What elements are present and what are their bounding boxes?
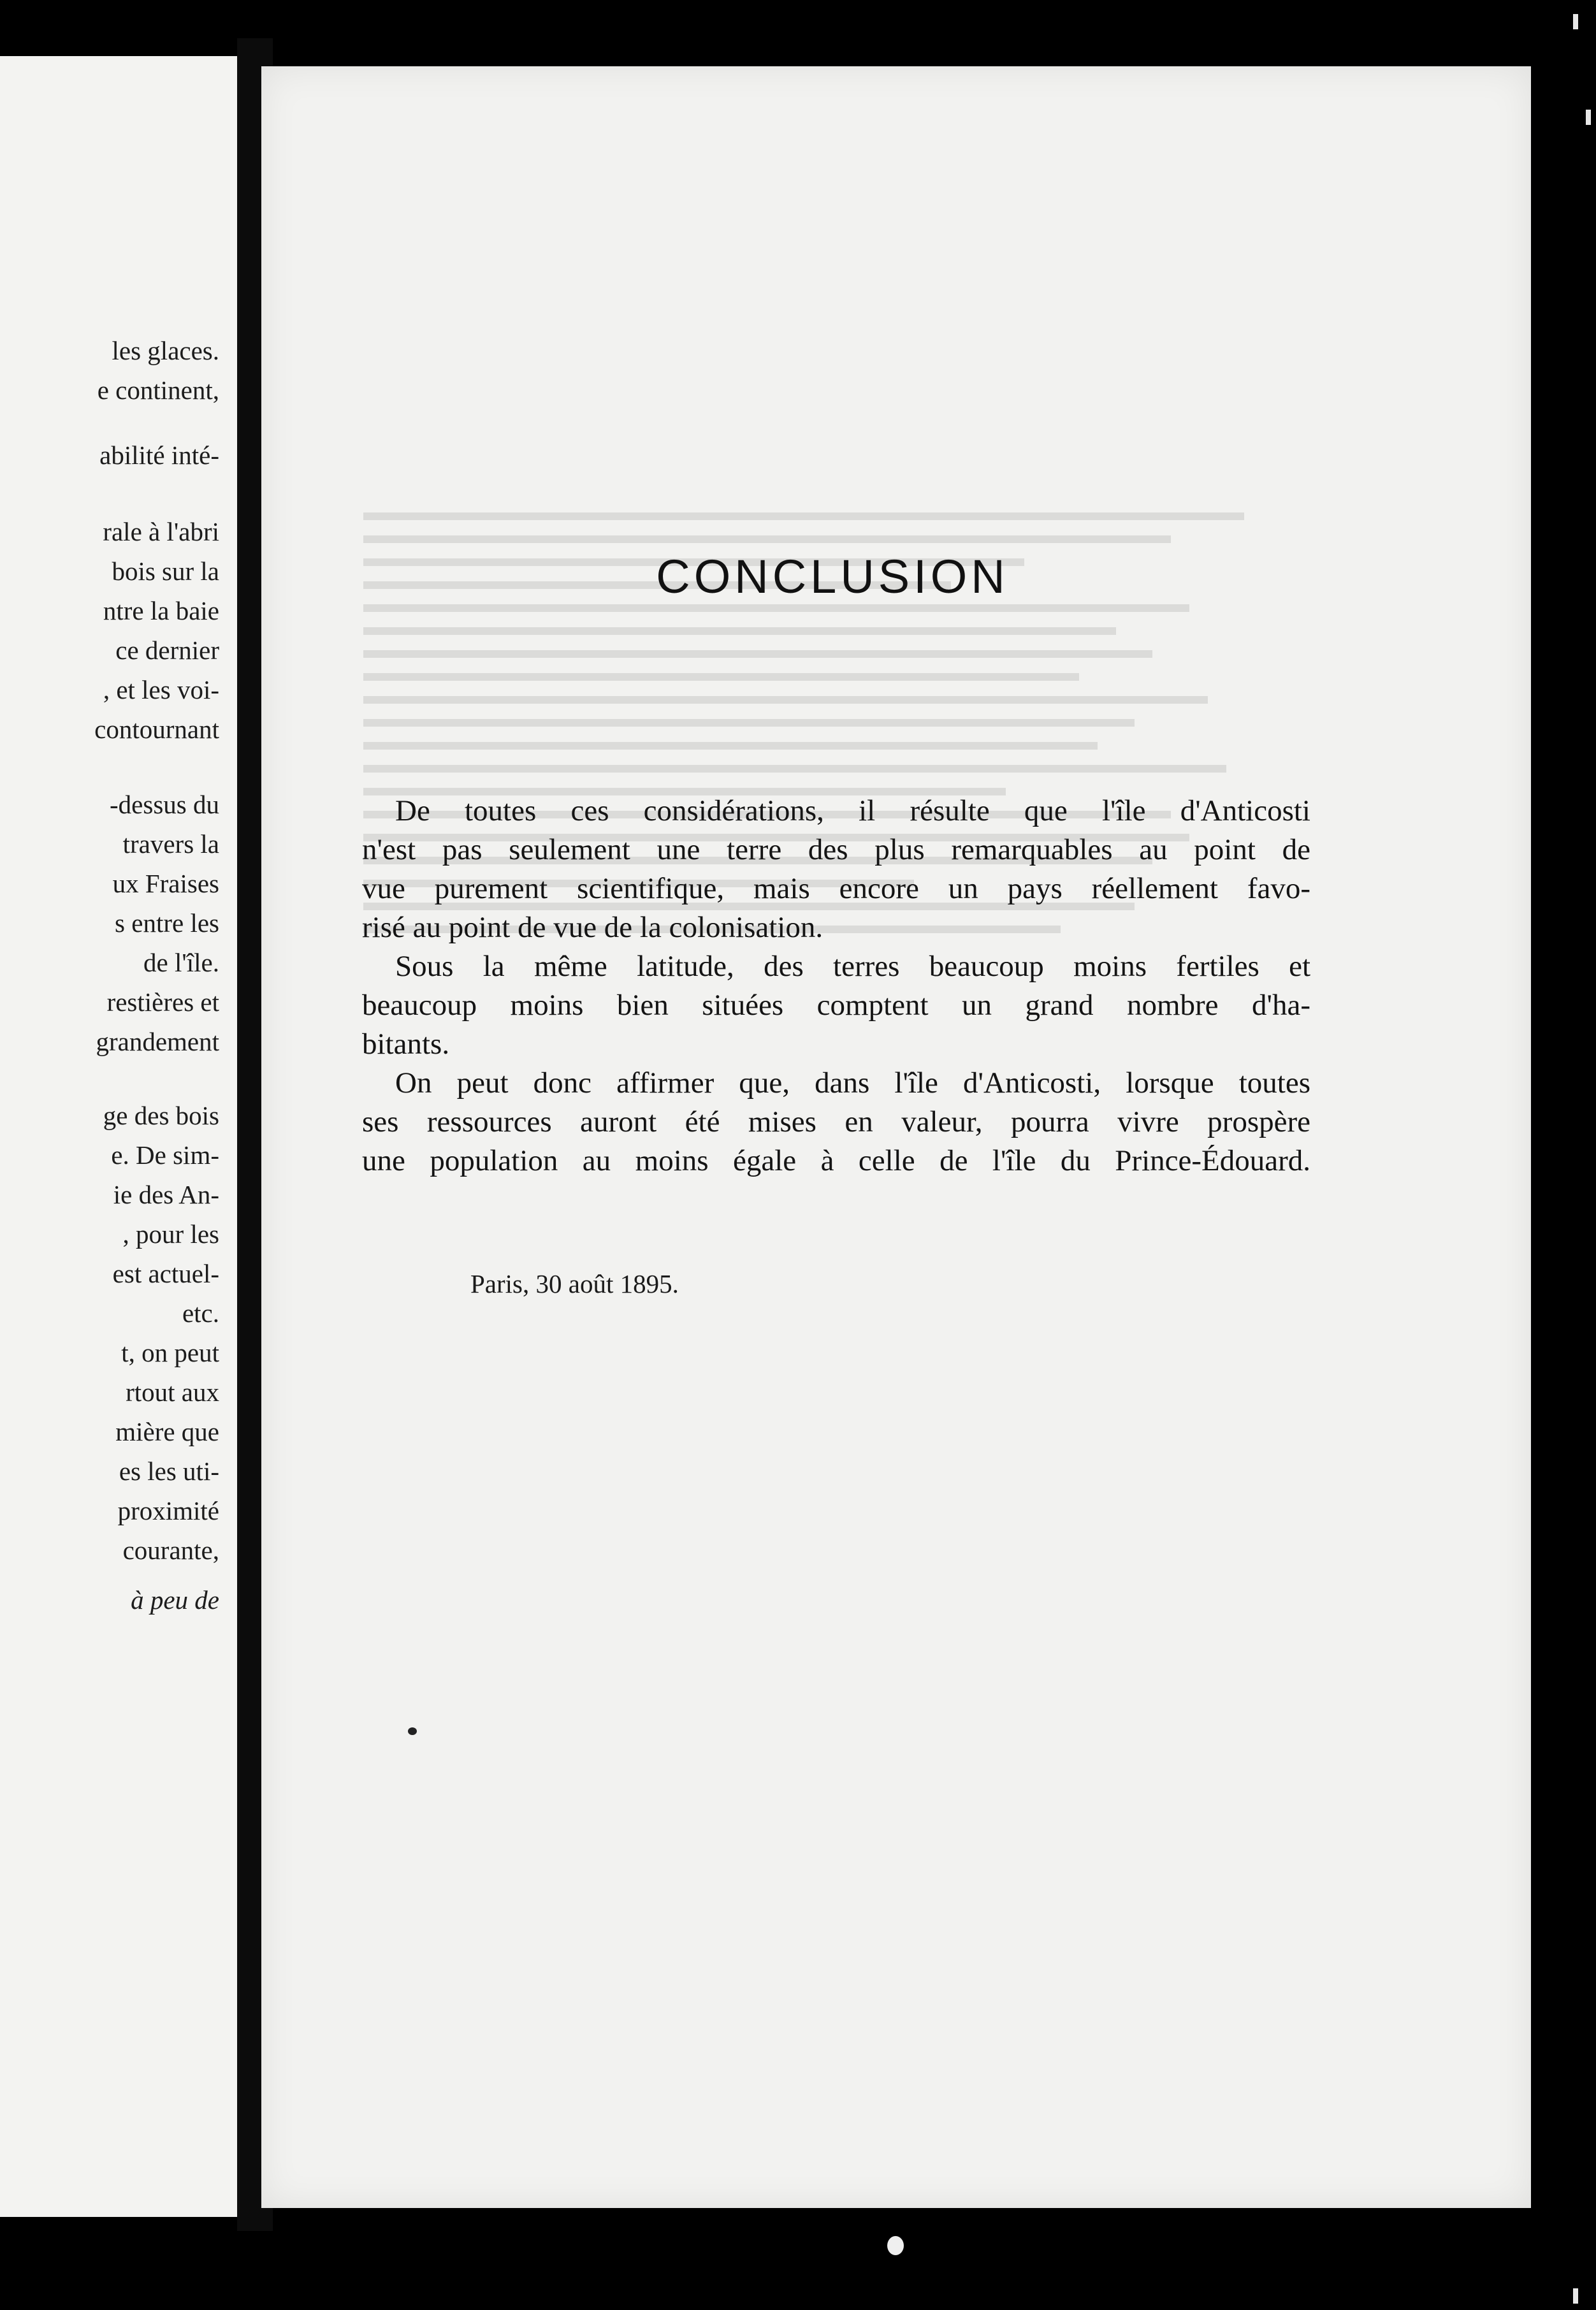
left-line: s entre les (115, 908, 219, 938)
left-line: abilité inté- (99, 440, 219, 470)
left-line: est actuel- (112, 1259, 219, 1288)
paragraph-1-line: n'est pas seulement une terre des plus remarquables au point de (362, 833, 1310, 866)
ink-speck (408, 1727, 417, 1735)
left-line: , et les voi- (103, 675, 219, 704)
left-line: ge des bois (103, 1101, 219, 1130)
paragraph-2-line: beaucoup moins bien situées comptent un grand nombre d'ha- (362, 989, 1310, 1022)
left-line: proximité (117, 1496, 219, 1525)
left-line: e continent, (97, 375, 219, 405)
scan-mark (1573, 14, 1578, 29)
paragraph-1-line: De toutes ces considérations, il résulte que l'île d'Anticosti (395, 794, 1310, 827)
paragraph-2-line: bitants. (362, 1028, 450, 1061)
left-line: de l'île. (143, 948, 219, 977)
left-line: courante, (122, 1536, 219, 1565)
left-line: ux Fraises (112, 869, 219, 898)
paragraph-2-line: Sous la même latitude, des terres beaucoup moins fertiles et (395, 950, 1310, 983)
scan-mark (887, 2236, 904, 2255)
left-line: contournant (94, 715, 219, 744)
paragraph-3-line: une population au moins égale à celle de l'île du Prince-Édouard. (362, 1144, 1310, 1177)
left-page (0, 56, 239, 2217)
conclusion-body (362, 792, 1310, 1180)
left-line: es les uti- (119, 1456, 219, 1486)
left-line: travers la (122, 829, 219, 859)
left-line: les glaces. (112, 336, 219, 365)
left-line: mière que (115, 1417, 219, 1446)
paragraph-3-line: On peut donc affirmer que, dans l'île d'Anticosti, lorsque toutes (395, 1066, 1310, 1100)
left-line: t, on peut (121, 1338, 219, 1367)
left-line: bois sur la (112, 556, 219, 586)
left-line: ntre la baie (103, 596, 219, 625)
left-line: -dessus du (110, 790, 219, 819)
paragraph-1-line: vue purement scientifique, mais encore un pays réellement favo- (362, 872, 1310, 905)
left-line: etc. (182, 1298, 219, 1328)
page-title: CONCLUSION (656, 550, 1009, 603)
left-line: rtout aux (126, 1377, 219, 1407)
left-line: rale à l'abri (103, 517, 219, 546)
left-line: e. De sim- (111, 1140, 219, 1170)
left-line: ie des An- (113, 1180, 219, 1209)
left-line: à peu de (131, 1585, 219, 1615)
scan-mark (1586, 110, 1591, 125)
left-line: , pour les (122, 1219, 219, 1249)
left-line: grandement (96, 1027, 219, 1056)
left-line: ce dernier (115, 636, 219, 665)
scan-mark (1573, 2288, 1578, 2304)
left-line: restières et (106, 987, 219, 1017)
date-signature: Paris, 30 août 1895. (470, 1269, 679, 1298)
paragraph-3-line: ses ressources auront été mises en valeur, pourra vivre prospère (362, 1105, 1310, 1138)
paragraph-1-line: risé au point de vue de la colonisation. (362, 911, 823, 944)
